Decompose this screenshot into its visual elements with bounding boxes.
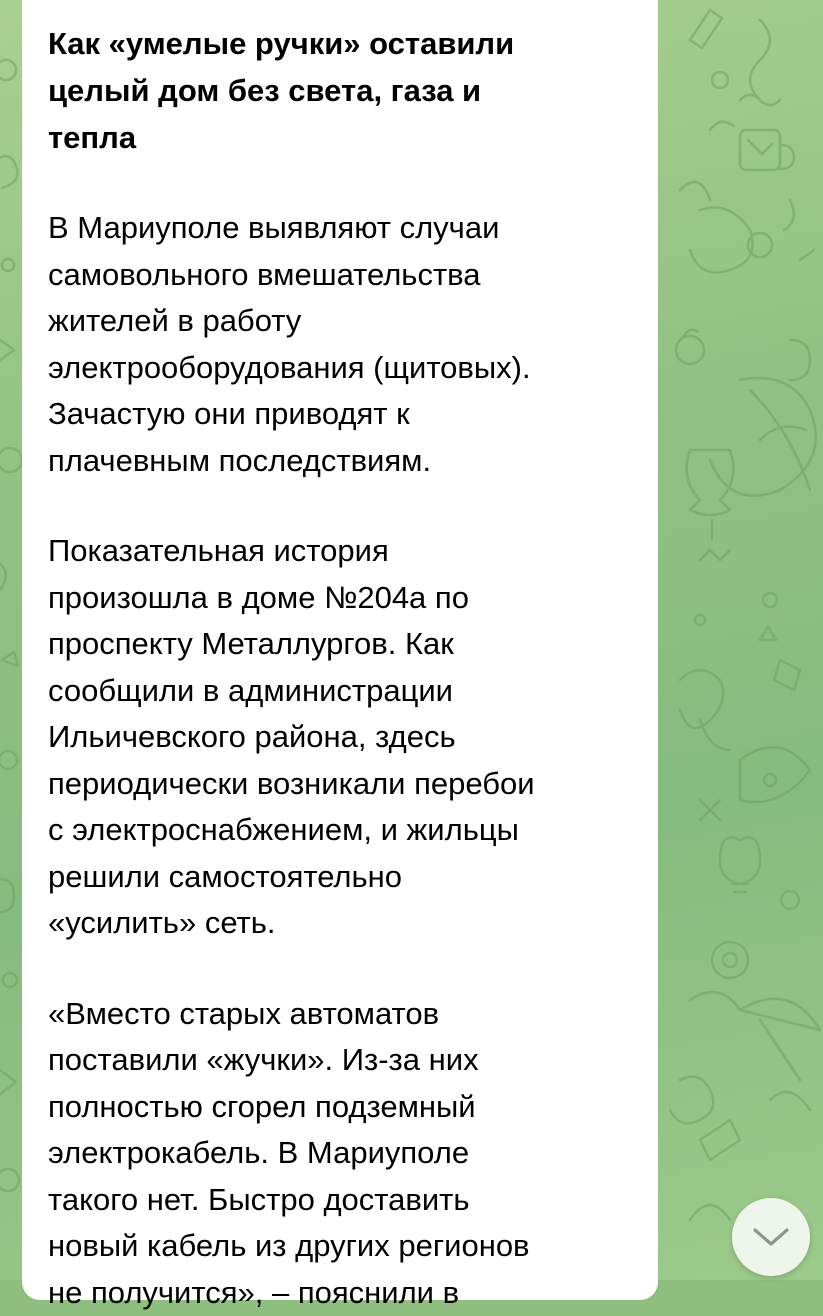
message-paragraph-1: В Мариуполе выявляют случаи самовольного вмешательства жителей в работу электрооборудования (щитовых). Зачастую они приводят к плачевным последствиям.	[48, 205, 632, 484]
chevron-down-icon	[751, 1225, 791, 1249]
scroll-down-button[interactable]	[732, 1198, 810, 1276]
message-paragraph-3: «Вместо старых автоматов поставили «жучки». Из-за них полностью сгорел подземный электрокабель. В Мариуполе такого нет. Быстро доставить новый кабель из других регионов не получится», – пояснили в	[48, 991, 632, 1316]
message-paragraph-2: Показательная история произошла в доме №204а по проспекту Металлургов. Как сообщили в администрации Ильичевского района, здесь периодически возникали перебои с электроснабжением, и жильцы решили самостоятельно «усилить» сеть.	[48, 528, 632, 947]
message-bubble	[22, 0, 658, 1300]
message-title: Как «умелые ручки» оставили целый дом без света, газа и тепла	[48, 20, 632, 161]
